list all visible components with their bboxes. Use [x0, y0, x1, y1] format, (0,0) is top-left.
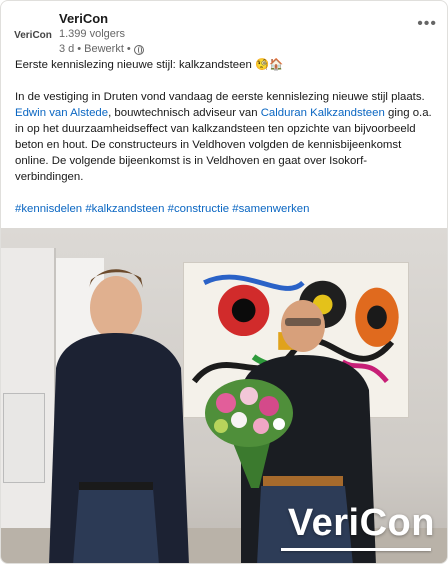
hashtag-link[interactable]: #kalkzandsteen	[85, 203, 165, 215]
post-paragraph	[15, 89, 435, 185]
post-time: 3 d	[59, 43, 75, 55]
photo-bouquet	[201, 368, 296, 488]
post-photo[interactable]	[1, 228, 448, 564]
separator-dot: •	[126, 43, 131, 55]
hashtag-list	[15, 201, 435, 217]
photo-watermark-underline	[281, 548, 431, 551]
post-headline: Eerste kennislezing nieuwe stijl: kalkzandsteen 🧐🏠	[15, 59, 284, 71]
more-horizontal-icon[interactable]: •••	[417, 15, 437, 32]
hashtag-link[interactable]: #samenwerken	[232, 203, 310, 215]
company-logo[interactable]	[13, 15, 53, 55]
paragraph-text: , bouwtechnisch adviseur van	[108, 107, 261, 119]
mention-link[interactable]: Edwin van Alstede	[15, 107, 109, 119]
globe-icon	[134, 45, 144, 55]
photo-person-left	[41, 248, 191, 564]
edited-label: Bewerkt	[84, 43, 124, 55]
follower-count: 1.399 volgers	[59, 28, 126, 40]
mention-link[interactable]: Calduran Kalkzandsteen	[260, 107, 385, 119]
company-logo-text: VeriCon	[14, 29, 52, 41]
post-time-row	[59, 42, 144, 57]
hashtag-link[interactable]: #kennisdelen	[15, 203, 83, 215]
paragraph-text: ging o.a. in op het duurzaamheidseffect van kalkzandsteen ten opzichte van bijvoorbeeld beton en hout. De constructeurs in Veldhoven volgden de kennisbijeenkomst online. De volgende bijeenkomst is in Veldhoven en gaat over Isokorf-verbindingen.	[15, 107, 432, 183]
post-meta	[59, 11, 144, 57]
paragraph-text: In de vestiging in Druten vond vandaag de eerste kennislezing nieuwe stijl plaats.	[15, 91, 425, 103]
photo-watermark: VeriCon	[287, 502, 435, 544]
hashtag-link[interactable]: #constructie	[167, 203, 230, 215]
photo-printer	[3, 393, 45, 483]
post-text	[15, 57, 435, 233]
separator-dot: •	[77, 43, 82, 55]
post-header	[13, 9, 437, 57]
company-name[interactable]: VeriCon	[59, 11, 109, 26]
